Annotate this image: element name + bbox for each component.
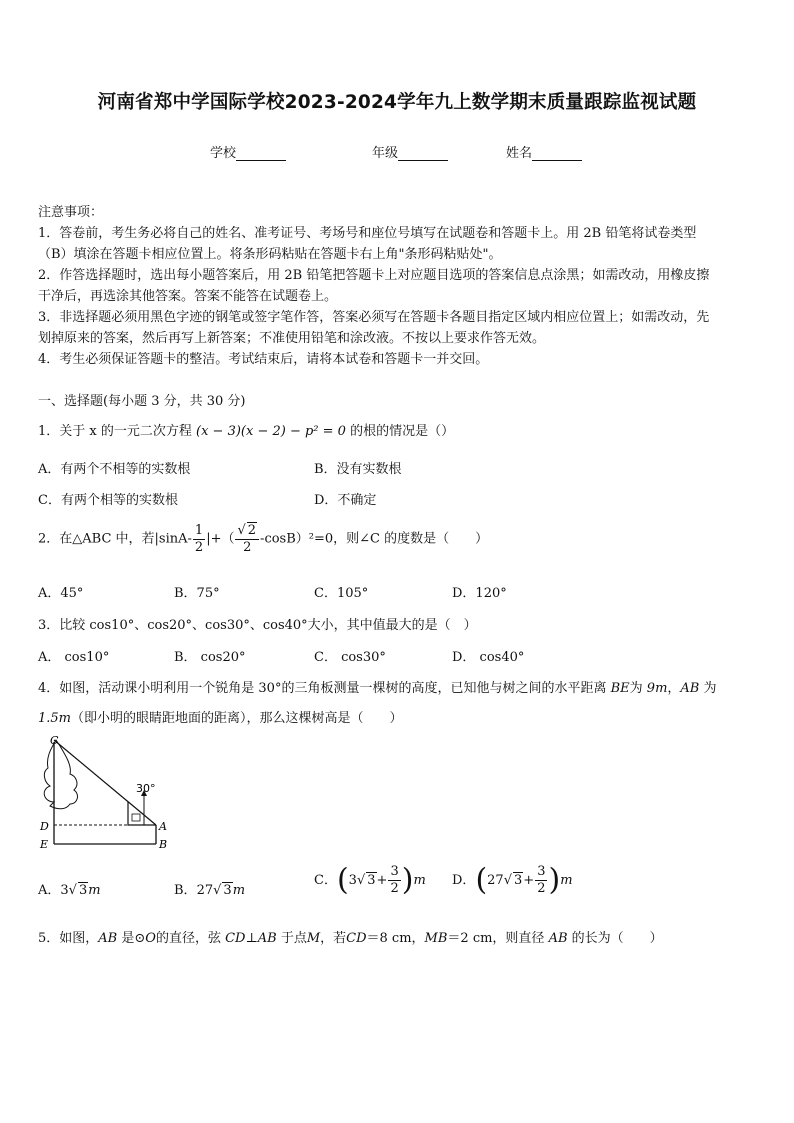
q1-option-c[interactable]: C．有两个相等的实数根 — [38, 493, 178, 508]
q2-frac-sqrt2 — [235, 522, 259, 556]
q4-rad: 3 — [367, 873, 376, 888]
grade-blank[interactable] — [398, 146, 448, 161]
q4-coef: 27 — [196, 883, 214, 898]
q2-sqrt-val: 2 — [247, 523, 257, 538]
label-d: D — [40, 820, 49, 833]
q4-option-c[interactable]: C．(3√ 3+ $\frac{3}{2}$ )m — [314, 862, 426, 898]
q4-option-b[interactable]: B．27√ 3m — [174, 883, 246, 898]
q4-rad: 3 — [223, 883, 232, 898]
q1-option-d[interactable]: D．不确定 — [314, 493, 377, 508]
q5-text: 的直径，弦 — [155, 931, 221, 946]
q4-1-5m: 1.5m — [38, 711, 72, 726]
q3-option-d[interactable]: D． cos40° — [452, 650, 525, 665]
note-line: 4．考生必须保证答题卡的整洁。考试结束后，请将本试卷和答题卡一并交回。 — [38, 352, 489, 367]
q5-ab: AB — [548, 931, 568, 946]
q1-prefix: 1．关于 x 的一元二次方程 — [38, 424, 192, 439]
q1-option-a[interactable]: A．有两个不相等的实数根 — [38, 462, 191, 477]
paren-close: ) — [401, 862, 414, 898]
q2-option-b[interactable]: B．75° — [174, 586, 220, 601]
q2-frac1-num: 1 — [194, 522, 204, 538]
q4-unit: m — [88, 883, 101, 898]
q5-text: ＝2 cm，则直径 — [447, 931, 545, 946]
q2-frac2-den: 2 — [243, 540, 252, 555]
name-field[interactable] — [506, 142, 582, 161]
q4-coef: 3 — [348, 873, 357, 888]
note-line: （B）填涂在答题卡相应位置上。将条形码粘贴在答题卡右上角"条形码粘贴处"。 — [38, 247, 502, 262]
label-a: A — [159, 820, 167, 833]
label-c: C — [50, 734, 59, 747]
q2-frac2-num: √ 2 — [235, 522, 259, 540]
q4-coef: 27 — [487, 873, 504, 888]
q2-mid: |+（ — [206, 531, 235, 547]
q2-prefix: 2．在△ABC 中，若|sinA- — [38, 531, 192, 547]
q5-mb: MB — [424, 931, 448, 946]
page-title: 河南省郑中学国际学校2023-2024学年九上数学期末质量跟踪监视试题 — [97, 92, 697, 113]
q5-ab: AB — [257, 931, 277, 946]
q4-text: ， — [667, 681, 681, 696]
q5-cd: CD — [225, 931, 246, 946]
q4-num: 3 — [390, 864, 399, 879]
q2-option-d[interactable]: D．120° — [452, 586, 507, 601]
right-angle-mark — [132, 814, 140, 821]
q4-frac — [535, 864, 547, 897]
q4-coef: 3 — [60, 883, 69, 898]
school-blank[interactable] — [236, 146, 286, 161]
note-line: 划掉原来的答案，然后再写上新答案；不准使用铅笔和涂改液。不按以上要求作答无效。 — [38, 331, 546, 346]
q4-9m: 9m — [646, 681, 668, 696]
q4-option-d[interactable]: D．(27√ 3+ $\frac{3}{2}$ )m — [452, 862, 573, 898]
paren-open: ( — [475, 862, 488, 898]
q5-text: 5．如图， — [38, 931, 99, 946]
q4-option-a[interactable]: A．3√ 3m — [38, 883, 101, 898]
note-line: 干净后，再选涂其他答案。答案不能答在试题卷上。 — [38, 289, 338, 304]
q4-text: 4．如图，活动课小明利用一个锐角是 30°的三角板测量一棵树的高度，已知他与树之间的水平距离 — [38, 681, 607, 696]
q5-m: M — [306, 931, 321, 946]
question-1 — [38, 420, 454, 439]
question-4-line-1 — [38, 677, 717, 696]
angle-label: 30° — [136, 782, 156, 795]
q3-option-c[interactable]: C． cos30° — [314, 650, 386, 665]
question-4-line-2 — [38, 707, 403, 726]
q4-opt-label: C． — [314, 873, 337, 888]
q1-suffix: 的根的情况是（） — [350, 424, 455, 439]
q3-option-a[interactable]: A． cos10° — [38, 650, 110, 665]
q4-opt-label: D． — [452, 873, 476, 888]
q4-frac — [388, 864, 400, 897]
question-5 — [38, 927, 663, 946]
q4-num: 3 — [537, 864, 546, 879]
q4-be: BE — [610, 681, 630, 696]
q4-plus: + — [376, 873, 388, 888]
q4-text: 为 — [703, 681, 717, 696]
q5-text: ⊥ — [245, 931, 258, 946]
q1-equation: (x − 3)(x − 2) − p² = 0 — [196, 424, 346, 439]
note-line: 3．非选择题必须用黑色字迹的钢笔或签字笔作答，答案必须写在答题卡各题目指定区域内相应位置上；如需改动，先 — [38, 310, 710, 325]
q2-option-a[interactable]: A．45° — [38, 586, 84, 601]
q4-rad: 3 — [514, 873, 523, 888]
grade-label: 年级 — [372, 146, 399, 161]
question-2 — [38, 522, 488, 556]
q5-text: 的长为（ ） — [571, 931, 663, 946]
q3-option-b[interactable]: B． cos20° — [174, 650, 246, 665]
q2-frac1-den: 2 — [194, 539, 204, 555]
q4-unit: m — [232, 883, 246, 898]
q2-option-c[interactable]: C．105° — [314, 586, 369, 601]
q2-frac-half — [193, 523, 205, 556]
note-line: 2．作答选择题时，选出每小题答案后，用 2B 铅笔把答题卡上对应题目选项的答案信息点涂黑；如需改动，用橡皮擦 — [38, 268, 710, 283]
q4-rad: 3 — [78, 883, 88, 898]
label-b: B — [159, 838, 168, 851]
notes-block — [38, 202, 709, 370]
note-line: 1．答卷前，考生务必将自己的姓名、准考证号、考场号和座位号填写在试题卷和答题卡上。用 2B 铅笔将试卷类型 — [38, 226, 697, 241]
q4-unit: m — [560, 873, 573, 888]
q2-suffix: -cosB）²=0，则∠C 的度数是（ ） — [260, 531, 489, 547]
paren-close: ) — [548, 862, 561, 898]
q4-unit: m — [413, 873, 426, 888]
q5-cd: CD — [346, 931, 367, 946]
q5-o: O — [145, 931, 156, 946]
q4-text: 为 — [629, 681, 643, 696]
name-blank[interactable] — [532, 146, 582, 161]
section-heading: 一、选择题(每小题 3 分，共 30 分) — [38, 394, 246, 409]
name-label: 姓名 — [506, 146, 533, 161]
question-3: 3．比较 cos10°、cos20°、cos30°、cos40°大小，其中值最大的是（ ） — [38, 618, 477, 633]
q5-ab: AB — [98, 931, 118, 946]
q4-text: （即小明的眼睛距地面的距离），那么这棵树高是（ ） — [71, 711, 403, 726]
tree-outline-icon — [44, 740, 77, 809]
grade-field[interactable] — [372, 142, 448, 161]
q5-text: 于点 — [280, 931, 307, 946]
q4-opt-label: B． — [174, 883, 197, 898]
q4-plus: + — [523, 873, 535, 888]
notes-heading: 注意事项： — [38, 205, 104, 220]
label-e: E — [40, 838, 49, 851]
school-field[interactable] — [210, 142, 286, 161]
q1-option-b[interactable]: B．没有实数根 — [314, 462, 402, 477]
q4-ab: AB — [680, 681, 700, 696]
q4-den: 2 — [390, 881, 399, 896]
q4-opt-label: A． — [38, 883, 61, 898]
q4-den: 2 — [537, 881, 546, 896]
paren-open: ( — [336, 862, 349, 898]
school-label: 学校 — [210, 146, 237, 161]
q5-text: ＝8 cm， — [366, 931, 425, 946]
q4-tree-figure — [36, 732, 176, 852]
q5-text: ，若 — [320, 931, 347, 946]
q5-text: 是⊙ — [121, 931, 146, 946]
